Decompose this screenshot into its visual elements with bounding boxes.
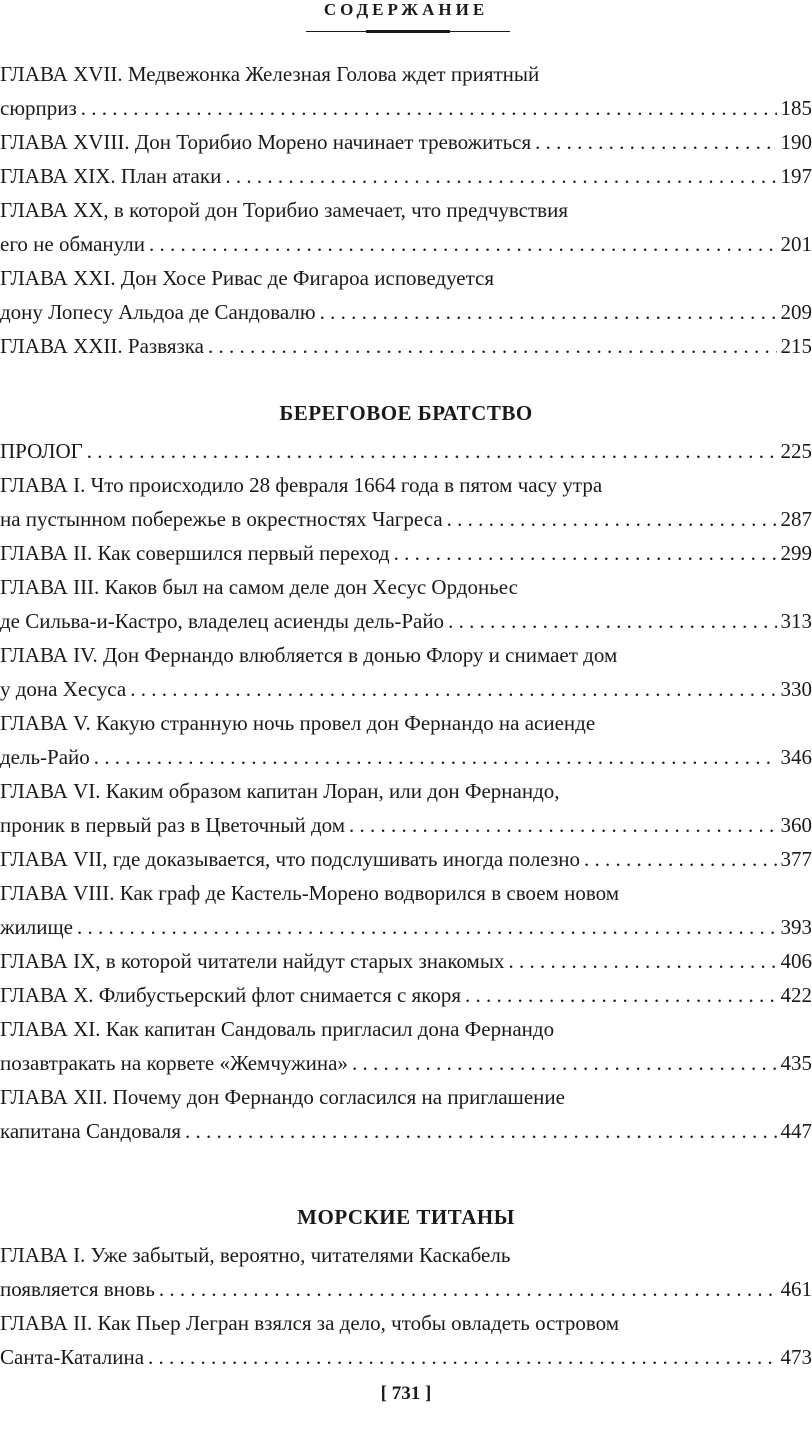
- toc-entry[interactable]: [0, 1306, 812, 1374]
- dot-leader: [185, 1114, 776, 1148]
- toc-entry-title-line: ГЛАВА XVII. Медвежонка Железная Голова ждет приятный: [0, 62, 540, 86]
- toc-entry-page-number: 393: [780, 915, 812, 939]
- toc-entry[interactable]: [0, 638, 812, 706]
- dot-leader: [159, 1272, 777, 1306]
- toc-entry-page-number: 435: [780, 1051, 812, 1075]
- toc-section-morskie-titany: [0, 1200, 812, 1374]
- page-title: СОДЕРЖАНИЕ: [323, 0, 489, 19]
- toc-entry-title-line: на пустынном побережье в окрестностях Чагреса: [0, 507, 443, 531]
- toc-entry-title-line: дель-Райо: [0, 745, 90, 769]
- toc-entry[interactable]: [0, 978, 812, 1012]
- toc-entry-page-number: 406: [780, 949, 812, 973]
- toc-entry-title-line: Санта-Каталина: [0, 1345, 145, 1369]
- toc-entry[interactable]: [0, 57, 812, 125]
- toc-entry-title-line: ГЛАВА VII, где доказывается, что подслушивать иногда полезно: [0, 847, 581, 871]
- toc-entry-title-line: ГЛАВА III. Каков был на самом деле дон Хесус Ордоньес: [0, 575, 518, 599]
- section-title: БЕРЕГОВОЕ БРАТСТВО: [279, 401, 533, 425]
- toc-entry[interactable]: [0, 261, 812, 329]
- toc-entry-title-line: его не обманули: [0, 232, 145, 256]
- toc-entry[interactable]: [0, 842, 812, 876]
- toc-entry-title-line: капитана Сандоваля: [0, 1119, 182, 1143]
- toc-entry-title-line: ГЛАВА XXII. Развязка: [0, 334, 204, 358]
- dot-leader: [535, 125, 776, 159]
- dot-leader: [394, 536, 777, 570]
- toc-entry-title-line: ГЛАВА XII. Почему дон Фернандо согласился на приглашение: [0, 1085, 565, 1109]
- toc-entry-title-line: ГЛАВА V. Какую странную ночь провел дон Фернандо на асиенде: [0, 711, 596, 735]
- toc-entry[interactable]: [0, 876, 812, 944]
- toc-entry-title-line: ГЛАВА XXI. Дон Хосе Ривас де Фигароа исповедуется: [0, 266, 495, 290]
- toc-section-1: [0, 57, 812, 363]
- toc-entry-page-number: 360: [780, 813, 812, 837]
- toc-entry-page-number: 225: [780, 439, 812, 463]
- dot-leader: [87, 434, 777, 468]
- toc-entry-title-line: у дона Хесуса: [0, 677, 127, 701]
- toc-entry-page-number: 313: [780, 609, 812, 633]
- dot-leader: [94, 740, 777, 774]
- toc-entry[interactable]: [0, 125, 812, 159]
- toc-entry-title-line: ГЛАВА XIX. План атаки: [0, 164, 222, 188]
- toc-entry[interactable]: [0, 193, 812, 261]
- toc-entry[interactable]: [0, 1012, 812, 1080]
- dot-leader: [130, 672, 776, 706]
- toc-entry-title-line: ГЛАВА VIII. Как граф де Кастель-Морено водворился в своем новом: [0, 881, 619, 905]
- toc-entry-title-line: ГЛАВА II. Как Пьер Легран взялся за дело, чтобы овладеть островом: [0, 1311, 620, 1335]
- toc-entry-page-number: 197: [780, 164, 812, 188]
- toc-entry-title-line: позавтракать на корвете «Жемчужина»: [0, 1051, 348, 1075]
- toc-entry-page-number: 330: [780, 677, 812, 701]
- page-header: [0, 0, 812, 40]
- toc-entry-page-number: 447: [780, 1119, 812, 1143]
- dot-leader: [81, 91, 777, 125]
- dot-leader: [465, 978, 776, 1012]
- dot-leader: [148, 1340, 776, 1374]
- dot-leader: [508, 944, 776, 978]
- dot-leader: [77, 910, 777, 944]
- toc-entry[interactable]: [0, 706, 812, 774]
- toc-entry-title-line: ГЛАВА XVIII. Дон Торибио Морено начинает тревожиться: [0, 130, 532, 154]
- toc-entry-page-number: 346: [780, 745, 812, 769]
- toc-entry-title-line: ПРОЛОГ: [0, 439, 83, 463]
- toc-entry-title-line: ГЛАВА IX, в которой читатели найдут старых знакомых: [0, 949, 505, 973]
- toc-entry-page-number: 209: [780, 300, 812, 324]
- dot-leader: [352, 1046, 777, 1080]
- dot-leader: [149, 227, 777, 261]
- toc-entry-page-number: 299: [780, 541, 812, 565]
- toc-entry-title-line: сюрприз: [0, 96, 77, 120]
- toc-entry-title-line: появляется вновь: [0, 1277, 155, 1301]
- toc-entry-page-number: 287: [780, 507, 812, 531]
- toc-entry[interactable]: [0, 570, 812, 638]
- toc-entry-page-number: 461: [780, 1277, 812, 1301]
- toc-section-beregovoe-bratstvo: [0, 396, 812, 1148]
- toc-entry[interactable]: [0, 536, 812, 570]
- section-title: МОРСКИЕ ТИТАНЫ: [297, 1205, 515, 1229]
- toc-entry-title-line: де Сильва-и-Кастро, владелец асиенды дель-Райо: [0, 609, 445, 633]
- dot-leader: [208, 329, 777, 363]
- toc-entry-title-line: дону Лопесу Альдоа де Сандовалю: [0, 300, 316, 324]
- toc-entry-title-line: ГЛАВА VI. Каким образом капитан Лоран, или дон Фернандо,: [0, 779, 560, 803]
- toc-entry[interactable]: [0, 1238, 812, 1306]
- toc-entry[interactable]: [0, 434, 812, 468]
- toc-entry[interactable]: [0, 159, 812, 193]
- toc-entry[interactable]: [0, 1080, 812, 1148]
- toc-entry-title-line: ГЛАВА X. Флибустьерский флот снимается с якоря: [0, 983, 462, 1007]
- toc-entry-title-line: ГЛАВА XI. Как капитан Сандоваль пригласил дона Фернандо: [0, 1017, 555, 1041]
- toc-entry-title-line: проник в первый раз в Цветочный дом: [0, 813, 346, 837]
- toc-entry[interactable]: [0, 944, 812, 978]
- dot-leader: [349, 808, 776, 842]
- toc-entry-title-line: ГЛАВА I. Уже забытый, вероятно, читателями Каскабель: [0, 1243, 511, 1267]
- dot-leader: [320, 295, 777, 329]
- toc-entry-page-number: 190: [780, 130, 812, 154]
- toc-entry-title-line: жилище: [0, 915, 73, 939]
- toc-entry-page-number: 473: [780, 1345, 812, 1369]
- dot-leader: [448, 604, 776, 638]
- toc-entry[interactable]: [0, 468, 812, 536]
- header-divider-accent: [366, 30, 450, 33]
- toc-entry-title-line: ГЛАВА I. Что происходило 28 февраля 1664 года в пятом часу утра: [0, 473, 603, 497]
- toc-entry-title-line: ГЛАВА II. Как совершился первый переход: [0, 541, 390, 565]
- dot-leader: [584, 842, 776, 876]
- toc-entry-page-number: 185: [780, 96, 812, 120]
- page-number: [ 731 ]: [380, 1383, 432, 1404]
- toc-entry-page-number: 377: [780, 847, 812, 871]
- dot-leader: [225, 159, 776, 193]
- toc-entry[interactable]: [0, 774, 812, 842]
- toc-entry-page-number: 201: [780, 232, 812, 256]
- toc-entry-title-line: ГЛАВА IV. Дон Фернандо влюбляется в донью Флору и снимает дом: [0, 643, 618, 667]
- toc-entry-page-number: 215: [780, 334, 812, 358]
- toc-entry-page-number: 422: [780, 983, 812, 1007]
- toc-entry-title-line: ГЛАВА XX, в которой дон Торибио замечает, что предчувствия: [0, 198, 568, 222]
- toc-entry[interactable]: [0, 329, 812, 363]
- dot-leader: [447, 502, 777, 536]
